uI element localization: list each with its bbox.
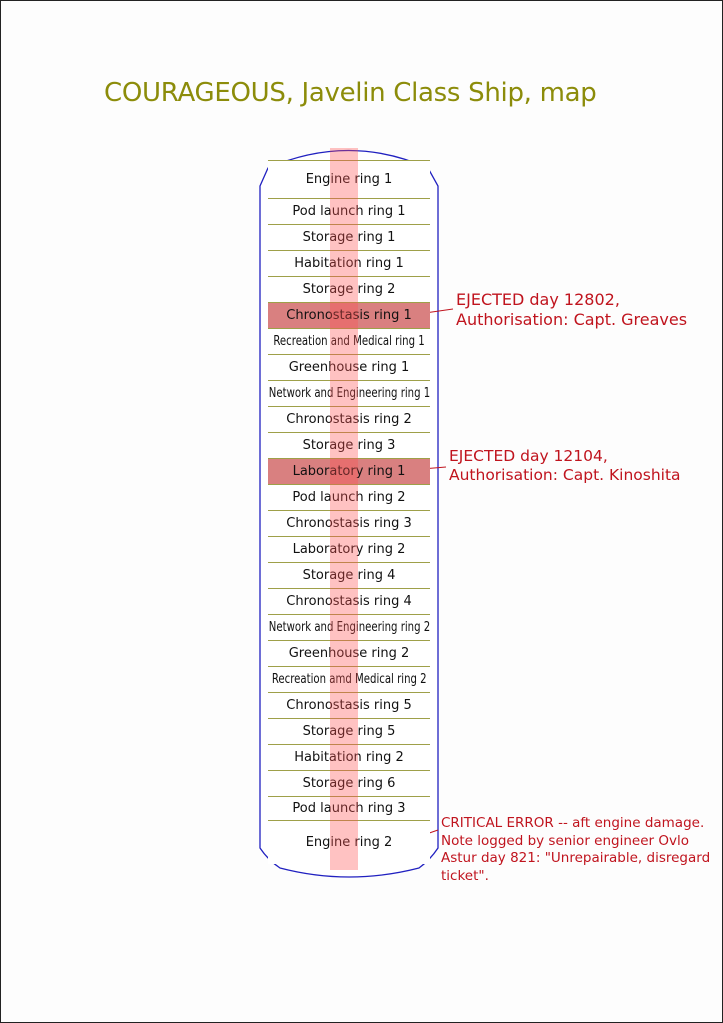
ring-8 [268, 354, 430, 380]
ring-7 [268, 328, 430, 354]
ring-label: Storage ring 3 [302, 438, 396, 453]
ring-19 [268, 640, 430, 666]
ring-2 [268, 198, 430, 224]
ring-9 [268, 380, 430, 406]
ring-label: Laboratory ring 2 [292, 542, 406, 557]
annotation-ejected-chronostasis-1 [456, 290, 687, 330]
annotation-line: Authorisation: Capt. Greaves [456, 310, 688, 329]
ring-20 [268, 666, 430, 692]
ring-15 [268, 536, 430, 562]
ring-5 [268, 276, 430, 302]
ring-label: Chronostasis ring 3 [286, 516, 412, 531]
ring-label: Chronostasis ring 1 [286, 308, 412, 323]
ring-23 [268, 744, 430, 770]
ring-3 [268, 224, 430, 250]
ring-label: Pod launch ring 3 [292, 801, 406, 816]
ring-label: Storage ring 2 [302, 282, 396, 297]
ring-16 [268, 562, 430, 588]
annotation-line: EJECTED day 12802, [456, 290, 620, 309]
annotation-line: EJECTED day 12104, [449, 447, 608, 465]
annotation-ejected-laboratory-1 [449, 447, 681, 486]
ring-13 [268, 484, 430, 510]
ring-label: Recreation and Medical ring 1 [273, 334, 425, 349]
ring-24 [268, 770, 430, 796]
ring-label: Chronostasis ring 4 [286, 594, 412, 609]
ring-26 [268, 820, 430, 864]
annotation-critical-error: CRITICAL ERROR -- aft engine damage. Note logged by senior engineer Ovlo Astur day 821: "Unrepairable, disregard ticket". [441, 815, 711, 884]
ring-label: Pod launch ring 1 [292, 204, 406, 219]
page-title: COURAGEOUS, Javelin Class Ship, map [104, 78, 597, 108]
ring-22 [268, 718, 430, 744]
ring-label: Chronostasis ring 2 [286, 412, 412, 427]
ring-label: Greenhouse ring 1 [288, 360, 410, 375]
ring-25 [268, 796, 430, 820]
ring-17 [268, 588, 430, 614]
ring-label: Storage ring 4 [302, 568, 396, 583]
ring-label: Network and Engineering ring 2 [268, 620, 430, 635]
ring-label: Network and Engineering ring 1 [268, 386, 430, 401]
ring-label: Recreation amd Medical ring 2 [271, 672, 427, 687]
ring-label: Habitation ring 2 [294, 750, 404, 765]
ring-label: Storage ring 6 [302, 776, 396, 791]
annotation-line: Authorisation: Capt. Kinoshita [449, 466, 681, 485]
ring-10 [268, 406, 430, 432]
ring-11 [268, 432, 430, 458]
ring-18 [268, 614, 430, 640]
ring-6 [268, 302, 430, 328]
ring-label: Engine ring 2 [305, 835, 393, 850]
ring-label: Greenhouse ring 2 [288, 646, 410, 661]
ring-label: Pod launch ring 2 [292, 490, 406, 505]
ring-1 [268, 160, 430, 198]
ring-label: Storage ring 5 [302, 724, 396, 739]
ring-12 [268, 458, 430, 484]
ring-label: Chronostasis ring 5 [286, 698, 412, 713]
ring-label: Storage ring 1 [302, 230, 396, 245]
ring-label: Habitation ring 1 [294, 256, 404, 271]
ring-21 [268, 692, 430, 718]
ring-14 [268, 510, 430, 536]
ring-label: Engine ring 1 [305, 172, 393, 187]
ring-label: Laboratory ring 1 [292, 464, 406, 479]
ring-4 [268, 250, 430, 276]
